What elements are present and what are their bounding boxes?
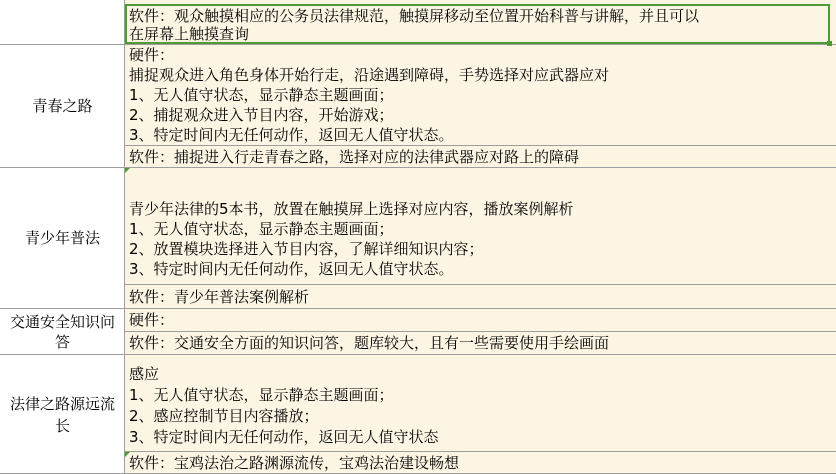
cell-text-line: 硬件：: [129, 311, 175, 329]
cell-software-youth-road[interactable]: [125, 146, 836, 167]
cell-comment-indicator: [125, 168, 130, 173]
row-label: 法律之路源远流长: [9, 394, 115, 435]
cell-label-youth-law[interactable]: [0, 168, 125, 308]
cell-text-line: 2、放置模块选择进入节目内容，了解详细知识内容；: [129, 240, 484, 258]
row-label: 青春之路: [32, 97, 93, 115]
cell-text-line: 青少年法律的5本书，放置在触摸屏上选择对应内容，播放案例解析: [129, 200, 574, 218]
grid-line-horizontal: [0, 308, 836, 309]
grid-line-horizontal: [125, 331, 836, 332]
cell-text-line: 3、特定时间内无任何动作，返回无人值守状态。: [129, 260, 454, 278]
cell-text-line: 1、无人值守状态，显示静态主题画面；: [129, 220, 394, 238]
cell-software-traffic-quiz[interactable]: [125, 332, 836, 354]
cell-text-line: 在屏幕上触摸查询: [129, 25, 250, 43]
grid-line-horizontal: [125, 451, 836, 452]
cell-label-row0[interactable]: [0, 0, 125, 44]
cell-text: 软件：青少年普法案例解析: [129, 288, 310, 306]
cell-software-youth-law[interactable]: [125, 285, 836, 308]
grid-line-horizontal: [125, 284, 836, 285]
cell-text-line: 1、无人值守状态，显示静态主题画面；: [129, 386, 394, 404]
cell-hardware-traffic-quiz[interactable]: [125, 309, 836, 332]
cell-text-line: 软件：观众触摸相应的公务员法律规范，触摸屏移动至位置开始科普与讲解，并且可以: [129, 7, 700, 25]
row-label: 青少年普法: [24, 229, 100, 247]
grid-line-horizontal: [125, 145, 836, 146]
cell-label-traffic-quiz[interactable]: [0, 309, 125, 354]
row-label: 交通安全知识问答: [9, 312, 115, 351]
grid-line-horizontal: [0, 354, 836, 355]
cell-software-law-road[interactable]: [125, 452, 836, 474]
cell-text-line: 捕捉观众进入角色身体开始行走，沿途遇到障碍，手势选择对应武器应对: [129, 66, 610, 84]
cell-software-row0[interactable]: [125, 5, 836, 44]
cell-text: 软件：交通安全方面的知识问答，题库较大，且有一些需要使用手绘画面: [129, 334, 610, 352]
cell-text-line: 2、捕捉观众进入节目内容，开始游戏；: [129, 106, 394, 124]
grid-line-vertical: [124, 0, 125, 474]
cell-text-line: 3、特定时间内无任何动作，返回无人值守状态。: [129, 126, 454, 144]
cell-text-line: 硬件：: [129, 46, 175, 64]
cell-hardware-law-road[interactable]: [125, 355, 836, 452]
cell-hardware-youth-law[interactable]: [125, 168, 836, 285]
cell-label-law-road[interactable]: [0, 355, 125, 474]
cell-label-youth-road[interactable]: [0, 45, 125, 167]
cell-hardware-youth-road[interactable]: [125, 45, 836, 146]
cell-text-line: 2、感应控制节目内容播放；: [129, 407, 319, 425]
cell-text-line: 1、无人值守状态，显示静态主题画面；: [129, 86, 394, 104]
cell-text-line: 3、特定时间内无任何动作，返回无人值守状态: [129, 428, 439, 446]
cell-comment-indicator: [125, 452, 130, 457]
grid-line-horizontal: [0, 44, 836, 45]
cell-text: 软件：捕捉进入行走青春之路，选择对应的法律武器应对路上的障碍: [129, 148, 580, 166]
cell-text: 软件：宝鸡法治之路渊源流传，宝鸡法治建设畅想: [129, 454, 460, 472]
cell-text-line: 感应: [129, 365, 160, 383]
